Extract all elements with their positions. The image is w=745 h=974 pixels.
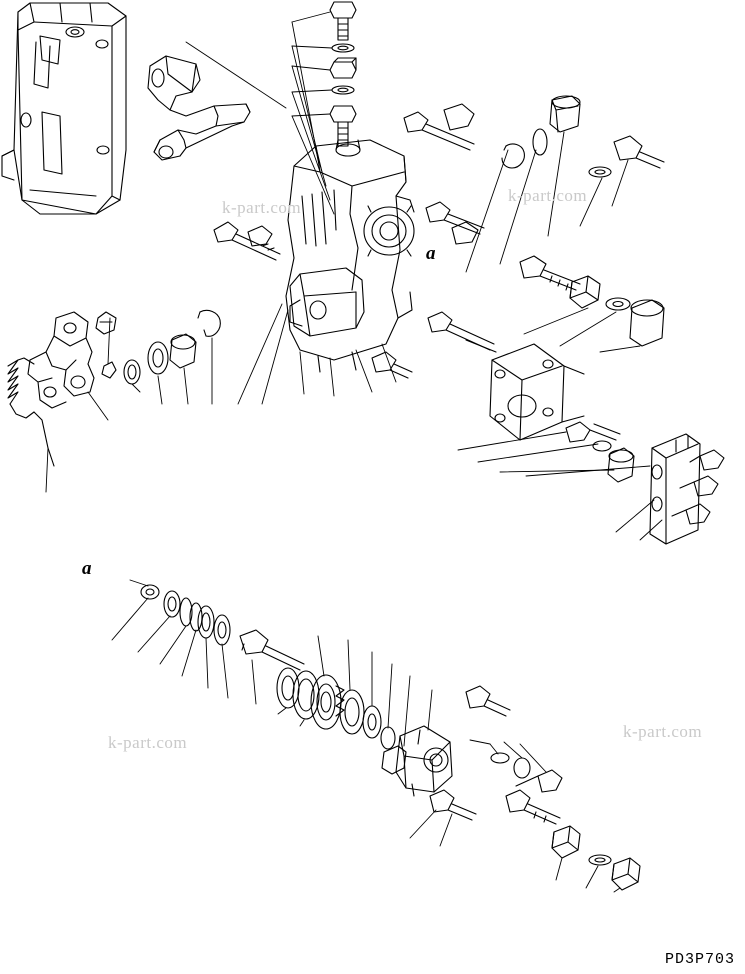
flange-cover-plate (490, 344, 584, 440)
watermark: k-part.com (222, 198, 302, 217)
top-bolt-stack (330, 2, 356, 146)
watermark: k-part.com (623, 722, 703, 741)
watermark: k-part.com (108, 733, 188, 752)
part-number-label: PD3P703 (664, 951, 735, 968)
timing-cover-housing (2, 3, 126, 214)
leader-lines-right (466, 132, 640, 352)
right-side-hardware (502, 96, 664, 346)
governor-housing-main (286, 140, 414, 372)
detail-a-parts (141, 585, 640, 890)
control-lever-bracket (148, 56, 250, 160)
leader-lines-top (186, 12, 334, 214)
lever-spring-assembly (8, 310, 220, 466)
callout-a-detail: a (82, 558, 92, 579)
leader-lines-detail-a (112, 580, 620, 892)
leader-lines-left (46, 304, 396, 492)
lower-right-hardware (458, 422, 724, 544)
right-side-studs (372, 104, 496, 378)
callout-a-main: a (426, 243, 436, 264)
watermark: k-part.com (508, 186, 588, 205)
left-side-bolts (214, 222, 280, 260)
